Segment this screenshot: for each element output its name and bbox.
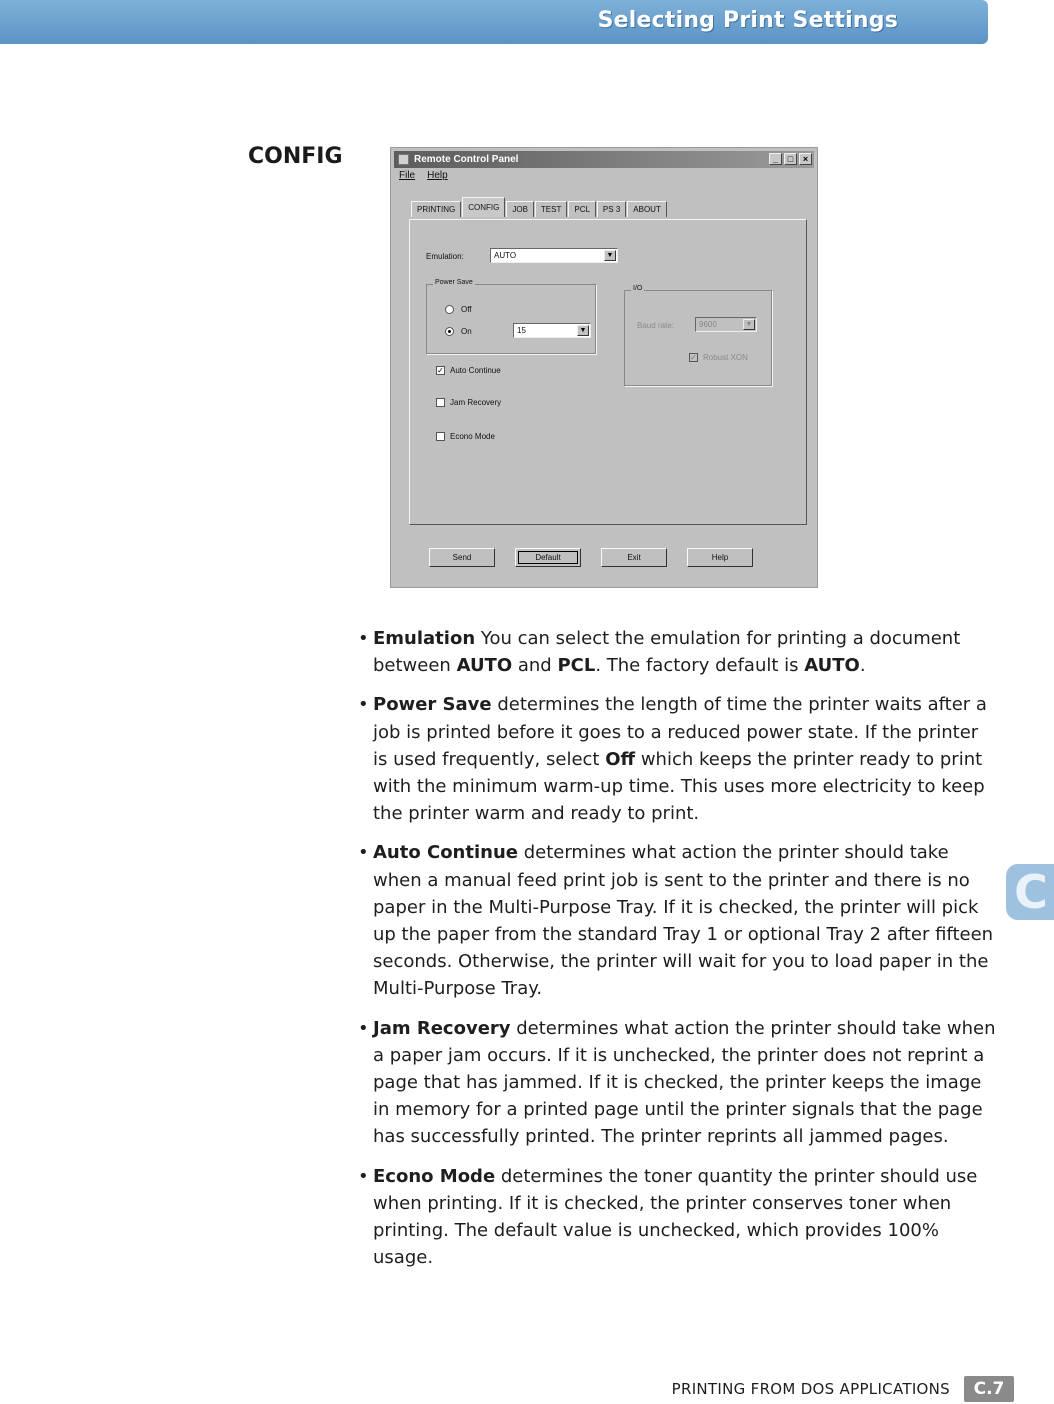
auto-continue-label: Auto Continue [450, 366, 501, 375]
header-bar [0, 0, 988, 44]
item-text: . [859, 655, 866, 677]
power-save-group [426, 279, 596, 354]
chevron-down-icon[interactable]: ▼ [743, 319, 755, 330]
bullet: • [358, 1017, 369, 1039]
item-text: determines the length of time the printer waits after a job is printed before it goes to a reduced power state. If the printer is used frequently, select [373, 694, 987, 770]
item-text: determines the toner quantity the printer should use when printing. If it is checked, the printer conserves toner when printing. The default value is unchecked, which provides 100% usage. [373, 1165, 978, 1269]
tab-about[interactable]: ABOUT [627, 201, 667, 217]
term-power-save: Power Save [373, 694, 492, 716]
tab-printing[interactable]: PRINTING [411, 201, 461, 217]
power-save-timeout-value: 15 [517, 326, 526, 335]
list-item-emulation [358, 625, 998, 679]
window-controls [769, 153, 812, 165]
baud-rate-value: 9600 [699, 320, 717, 329]
item-bold: AUTO [804, 655, 860, 677]
power-save-title: Power Save [435, 279, 473, 286]
close-icon[interactable]: × [799, 153, 812, 165]
footer-chapter-title: PRINTING FROM DOS APPLICATIONS [671, 1380, 950, 1398]
item-text: You can select the emulation for printing a document between [373, 628, 961, 677]
bullet: • [358, 694, 369, 716]
item-text: and [512, 655, 558, 677]
power-save-off-label: Off [461, 305, 472, 314]
robust-xon-checkbox[interactable]: ✓ [690, 353, 697, 362]
send-button[interactable]: Send [429, 548, 495, 567]
config-panel [409, 219, 807, 525]
maximize-icon[interactable]: □ [784, 153, 797, 165]
help-button[interactable]: Help [687, 548, 753, 567]
list-item-econo-mode [358, 1163, 998, 1272]
term-emulation: Emulation [373, 628, 476, 649]
minimize-icon[interactable]: _ [769, 153, 782, 165]
settings-description [358, 625, 998, 1283]
list-item-auto-continue [358, 839, 998, 1002]
list-item-jam-recovery [358, 1015, 998, 1151]
menu-help[interactable]: Help [427, 170, 448, 181]
auto-continue-checkbox[interactable]: ✓ [437, 366, 444, 375]
tab-ps3[interactable]: PS 3 [597, 201, 626, 217]
list-item-power-save [358, 691, 998, 827]
app-icon [398, 154, 409, 165]
remote-control-panel-screenshot [390, 147, 818, 588]
item-bold: AUTO [456, 655, 513, 677]
page-number: C.7 [964, 1376, 1014, 1402]
menu-file[interactable]: File [399, 170, 416, 181]
tab-strip [411, 201, 668, 217]
power-save-on-radio[interactable] [445, 327, 454, 336]
jam-recovery-label: Jam Recovery [450, 398, 502, 407]
power-save-timeout-select[interactable] [513, 323, 591, 338]
dialog-titlebar [394, 151, 814, 168]
tab-config[interactable]: CONFIG [462, 197, 505, 217]
power-save-off-radio[interactable] [445, 305, 454, 314]
tab-pcl[interactable]: PCL [568, 201, 596, 217]
io-title: I/O [633, 285, 643, 292]
econo-mode-label: Econo Mode [450, 432, 495, 441]
menubar [399, 170, 448, 181]
item-bold: Off [605, 748, 636, 770]
bullet: • [358, 1165, 369, 1187]
term-jam-recovery: Jam Recovery [373, 1017, 511, 1039]
item-text: determines what action the printer should take when a paper jam occurs. If it is unchecked, the printer does not reprint a page that has jammed. If it is checked, the printer keeps the image in memory for a printed page until the printer signals that the page has successfully printed. The printer reprints all jammed pages. [373, 1017, 996, 1148]
dialog-title: Remote Control Panel [414, 154, 519, 165]
item-text: determines what action the printer should take when a manual feed print job is sent to the printer and there is no paper in the Multi-Purpose Tray. If it is checked, the printer will pick up the paper from the standard Tray 1 or optional Tray 2 after fifteen seconds. Otherwise, the printer will wait for you to load paper in the Multi-Purpose Tray. [373, 842, 994, 1000]
default-button[interactable]: Default [515, 548, 581, 567]
baud-rate-select[interactable] [695, 317, 757, 332]
term-auto-continue: Auto Continue [373, 842, 518, 864]
chevron-down-icon[interactable]: ▼ [577, 325, 589, 336]
robust-xon-label: Robust XON [703, 353, 748, 362]
header-title: Selecting Print Settings [597, 8, 898, 33]
term-econo-mode: Econo Mode [373, 1165, 496, 1187]
tab-test[interactable]: TEST [535, 201, 567, 217]
bullet: • [358, 842, 369, 864]
emulation-value: AUTO [494, 251, 517, 260]
chapter-letter: C [1014, 865, 1048, 919]
bullet: • [358, 628, 369, 649]
exit-button[interactable]: Exit [601, 548, 667, 567]
tab-job[interactable]: JOB [506, 201, 534, 217]
io-group [624, 285, 772, 386]
section-label: CONFIG [248, 144, 343, 169]
econo-mode-checkbox[interactable] [436, 432, 445, 441]
item-text: which keeps the printer ready to print with the minimum warm-up time. This uses more electricity to keep the printer warm and ready to print. [373, 748, 985, 825]
item-bold: PCL [557, 655, 596, 677]
baud-rate-label: Baud rate: [637, 321, 674, 330]
power-save-on-label: On [461, 327, 472, 336]
emulation-label: Emulation: [426, 252, 464, 261]
item-text: . The factory default is [595, 655, 805, 677]
emulation-select[interactable] [490, 248, 618, 263]
chevron-down-icon[interactable]: ▼ [604, 250, 616, 261]
jam-recovery-checkbox[interactable] [436, 398, 445, 407]
